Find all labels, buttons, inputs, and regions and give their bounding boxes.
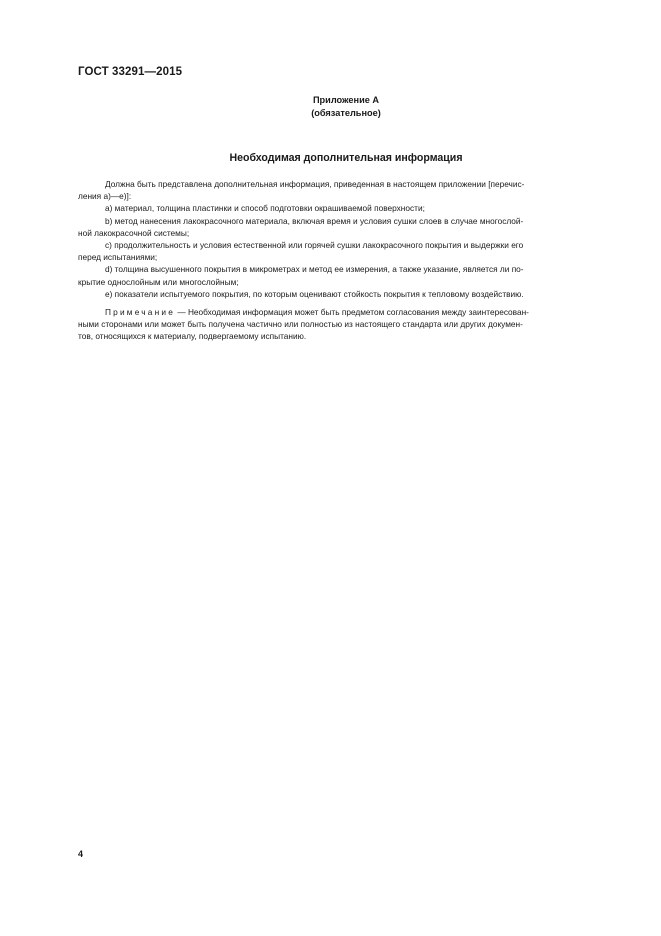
appendix-heading bbox=[0, 94, 661, 120]
intro-line-1: Должна быть представлена дополнительная информация, приведенная в настоящем приложении [перечис- bbox=[105, 179, 525, 189]
list-item-b-line-2: ной лакокрасочной системы; bbox=[78, 227, 190, 238]
note-label: Примечание bbox=[105, 307, 176, 318]
list-item-a-text: a) материал, толщина пластинки и способ подготовки окрашиваемой поверхности; bbox=[105, 203, 425, 214]
list-item-a bbox=[78, 202, 616, 214]
list-item-d-line-1: d) толщина высушенного покрытия в микрометрах и метод ее измерения, а также указание, является ли по- bbox=[105, 264, 524, 275]
list-item-b-line-1: b) метод нанесения лакокрасочного материала, включая время и условия сушки слоев в случае многослой- bbox=[105, 215, 524, 226]
intro-line-2: ления а)—е)]: bbox=[78, 191, 132, 202]
page-number: 4 bbox=[78, 849, 84, 859]
intro-paragraph bbox=[78, 178, 616, 202]
list-item-c-line-2: перед испытаниями; bbox=[78, 252, 158, 263]
list-item-c bbox=[78, 239, 616, 263]
list-item-d bbox=[78, 263, 616, 287]
body-text bbox=[78, 178, 616, 343]
note-line-3: тов, относящихся к материалу, подвергаемому испытанию. bbox=[78, 331, 307, 342]
list-item-d-line-2: крытие однослойным или многослойным; bbox=[78, 276, 239, 287]
note-line-2: ными сторонами или может быть получена частично или полностью из настоящего стандарта или других докумен- bbox=[78, 319, 523, 330]
list-item-c-line-1: c) продолжительность и условия естественной или горячей сушки лакокрасочного покрытия и выдержки его bbox=[105, 240, 524, 251]
list-item-e bbox=[78, 288, 616, 300]
appendix-status: (обязательное) bbox=[311, 108, 381, 118]
section-title: Необходимая дополнительная информация bbox=[229, 152, 463, 164]
list-item-e-text: e) показатели испытуемого покрытия, по которым оценивают стойкость покрытия к тепловому воздействию. bbox=[105, 288, 524, 299]
note-paragraph bbox=[78, 306, 616, 343]
appendix-label: Приложение А bbox=[312, 95, 380, 105]
note-line-1: — Необходимая информация может быть предметом согласования между заинтересован- bbox=[175, 307, 529, 318]
standard-header: ГОСТ 33291—2015 bbox=[78, 66, 183, 78]
list-item-b bbox=[78, 215, 616, 239]
